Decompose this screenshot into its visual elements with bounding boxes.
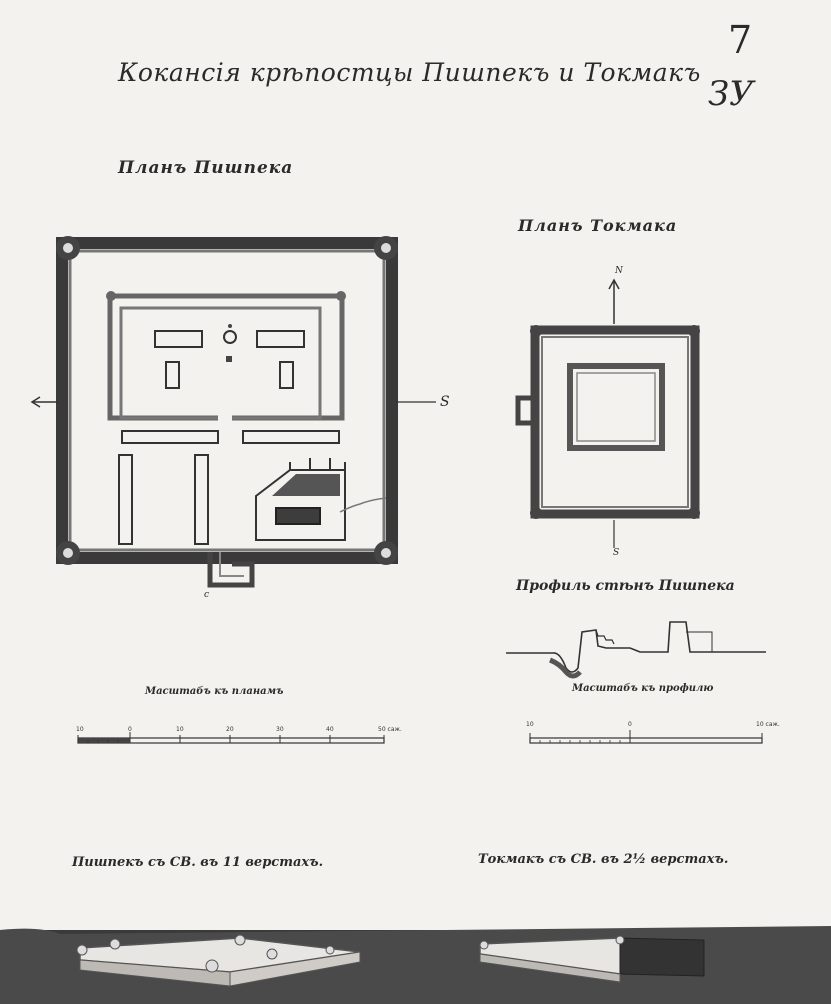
scale-profile-label: Масштабъ къ профилю (572, 683, 714, 694)
pishpek-plan-heading: Планъ Пишпека (118, 158, 294, 178)
scale-profile-tick: 0 (628, 721, 632, 728)
tokmak-north-label: N (615, 266, 623, 276)
scale-plans-tick: 30 (276, 726, 284, 733)
tokmak-outer-wall (535, 330, 695, 514)
pishpek-direction-label: S (440, 394, 450, 410)
sheet-title: Кокансія крѣпостцы Пишпекъ и Токмакъ (118, 58, 701, 87)
perspective-views (0, 926, 831, 1004)
profile-heading: Профиль стѣнъ Пишпека (516, 578, 735, 594)
scale-profile-tick: 10 саж. (756, 721, 780, 728)
pishpek-wall-profile (506, 622, 766, 676)
sheet-mark: ЗУ (708, 74, 754, 114)
scale-bar-plans (78, 732, 384, 743)
scale-plans-tick: 10 (176, 726, 184, 733)
scale-plans-tick: 20 (226, 726, 234, 733)
tokmak-view-caption: Токмакъ съ СВ. въ 2½ верстахъ. (478, 852, 729, 867)
tokmak-plan (518, 280, 700, 548)
pishpek-plan (32, 236, 436, 585)
sheet-number: 7 (728, 18, 753, 62)
scale-plans-label: Масштабъ къ планамъ (145, 686, 284, 697)
tokmak-south-label: S (613, 548, 620, 558)
pishpek-gate-label: с (204, 590, 210, 600)
scale-bar-profile (530, 730, 762, 743)
pishpek-view-caption: Пишпекъ съ СВ. въ 11 верстахъ. (72, 855, 324, 870)
scale-plans-tick: 0 (128, 726, 132, 733)
tokmak-plan-heading: Планъ Токмака (518, 216, 678, 235)
scale-plans-tick: 40 (326, 726, 334, 733)
scale-profile-tick: 10 (526, 721, 534, 728)
scale-plans-tick: 10 (76, 726, 84, 733)
scale-plans-tick: 50 саж. (378, 726, 402, 733)
tokmak-inner-fort (570, 366, 662, 448)
